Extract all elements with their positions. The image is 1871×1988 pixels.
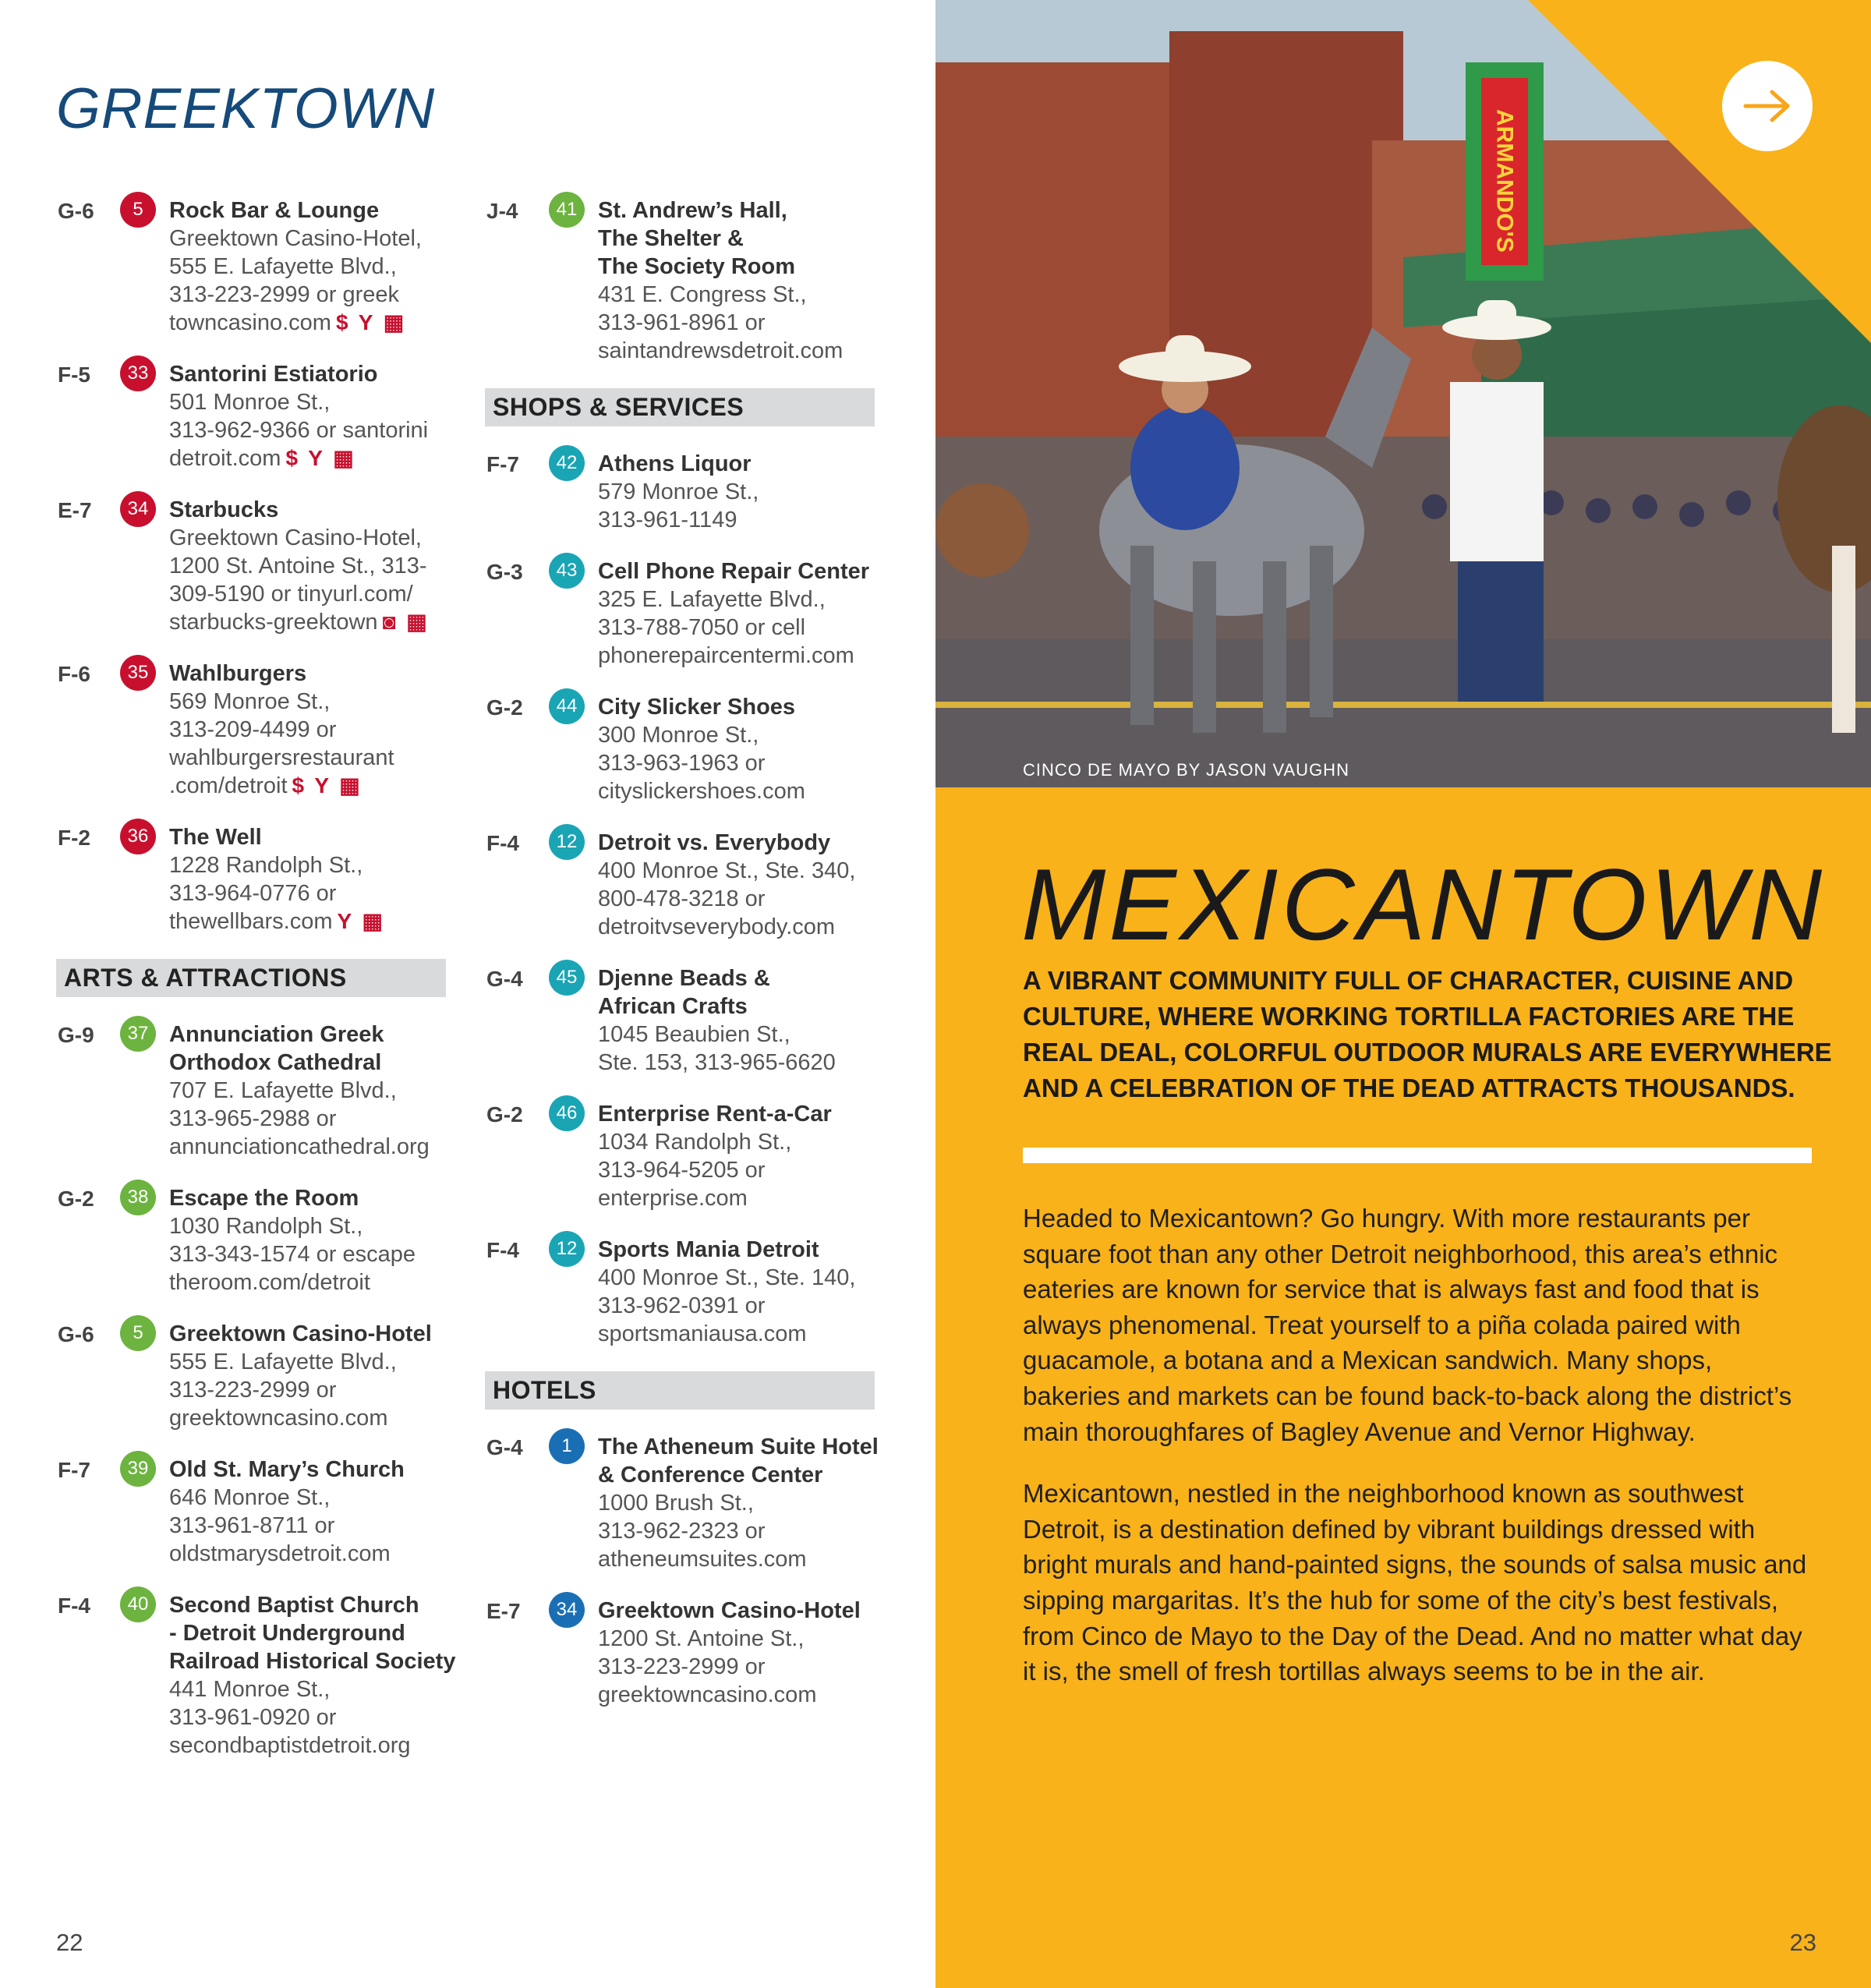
listing-detail [598, 614, 890, 642]
listing-detail [598, 585, 890, 614]
left-column-2 [485, 196, 890, 1732]
listing-detail-text: 313-223-2999 or [169, 1378, 337, 1403]
mexicantown-body [1023, 1201, 1810, 1716]
listing-detail [169, 281, 462, 309]
map-number-badge: 42 [549, 445, 585, 481]
map-number-badge: 41 [549, 192, 585, 228]
shops-services-heading: SHOPS & SERVICES [485, 388, 875, 426]
listing-entry [56, 823, 462, 936]
listing-entry [56, 1184, 462, 1296]
listing-name: & Conference Center [598, 1463, 823, 1487]
listing-detail-text: 646 Monroe St., [169, 1485, 331, 1510]
listing-detail-text: 313-962-9366 or santorini [169, 418, 429, 443]
listing-detail-text: towncasino.com [169, 310, 331, 335]
arts-attractions-heading: ARTS & ATTRACTIONS [56, 959, 446, 997]
listing-detail-text: 555 E. Lafayette Blvd., [169, 1350, 397, 1374]
listing-detail [598, 281, 890, 309]
mexicantown-lead: A VIBRANT COMMUNITY FULL OF CHARACTER, CUISINE AND CULTURE, WHERE WORKING TORTILLA FACTORIES ARE THE REAL DEAL, COLORFUL OUTDOOR MURALS ARE EVERYWHERE AND A CELEBRATION OF THE DEAD ATTRACTS THOUSANDS. [1023, 966, 1832, 1102]
listing-entry [56, 1021, 462, 1161]
hotels-heading: HOTELS [485, 1371, 875, 1410]
map-number-badge: 5 [120, 192, 156, 228]
listing-name: Second Baptist Church [169, 1593, 419, 1618]
listing-detail [598, 478, 890, 506]
listing-detail[interactable] [598, 1681, 890, 1709]
listing-detail [598, 1021, 890, 1049]
listing-detail-text: 1200 St. Antoine St., [598, 1626, 805, 1651]
listing-detail-text: greektowncasino.com [169, 1406, 388, 1431]
cinco-de-mayo-photo [936, 0, 1871, 787]
listing-detail-text: 313-964-0776 or [169, 881, 337, 906]
listing-detail-text: 313-963-1963 or [598, 751, 766, 776]
map-grid-ref: F-7 [486, 452, 519, 476]
map-number-badge: 12 [549, 1231, 585, 1267]
listing-detail [169, 716, 462, 744]
listing-name: Sports Mania Detroit [598, 1237, 819, 1262]
map-grid-ref: F-4 [486, 1238, 519, 1262]
map-number-badge: 40 [120, 1587, 156, 1622]
listing-detail [598, 749, 890, 777]
listing-entry [485, 693, 890, 805]
listing-detail [169, 744, 462, 772]
map-grid-ref: G-6 [58, 1322, 94, 1346]
listing-detail-text: atheneumsuites.com [598, 1547, 807, 1572]
listing-detail-text: cityslickershoes.com [598, 779, 805, 804]
listing-detail[interactable] [598, 777, 890, 805]
listing-detail-text: 1030 Randolph St., [169, 1214, 363, 1239]
listing-detail [598, 309, 890, 337]
listing-detail-text: 707 E. Lafayette Blvd., [169, 1078, 397, 1103]
listing-detail-text: sportsmaniausa.com [598, 1321, 807, 1346]
listing-detail-text: oldstmarysdetroit.com [169, 1541, 391, 1566]
listing-detail [598, 857, 890, 885]
listing-detail[interactable] [169, 1732, 462, 1760]
listing-detail-text: annunciationcathedral.org [169, 1134, 430, 1159]
listing-detail-text: 325 E. Lafayette Blvd., [598, 587, 826, 612]
map-grid-ref: F-7 [58, 1458, 90, 1482]
listing-detail [598, 1264, 890, 1292]
listing-detail[interactable] [598, 337, 890, 365]
listing-detail [598, 721, 890, 749]
listing-detail-text: 1045 Beaubien St., [598, 1022, 790, 1047]
listing-detail-text: 800-478-3218 or [598, 886, 766, 911]
listing-entry [485, 1236, 890, 1348]
listing-detail-text: 579 Monroe St., [598, 479, 759, 504]
listing-name: Greektown Casino-Hotel [598, 1598, 861, 1623]
map-grid-ref: F-6 [58, 662, 90, 686]
listing-detail [169, 253, 462, 281]
listing-name: Detroit vs. Everybody [598, 830, 831, 855]
listing-detail[interactable] [169, 1540, 462, 1568]
listing-detail[interactable] [598, 913, 890, 941]
map-number-badge: 1 [549, 1428, 585, 1464]
map-number-badge: 39 [120, 1451, 156, 1487]
listing-name: The Atheneum Suite Hotel [598, 1434, 879, 1459]
listing-detail[interactable] [598, 1545, 890, 1573]
listing-detail [169, 580, 462, 608]
listing-entry [56, 1456, 462, 1568]
greektown-title: GREEKTOWN [56, 77, 436, 140]
map-grid-ref: G-2 [486, 695, 523, 720]
map-grid-ref: G-4 [486, 1435, 523, 1459]
map-grid-ref: G-2 [58, 1187, 94, 1211]
listing-entry [56, 360, 462, 472]
listing-name: Greektown Casino-Hotel [169, 1321, 432, 1346]
listing-detail[interactable] [598, 1049, 890, 1077]
divider [1023, 1148, 1812, 1163]
mexicantown-title: MEXICANTOWN [1021, 847, 1826, 961]
listing-name: Athens Liquor [598, 451, 752, 476]
listing-detail [169, 416, 462, 444]
listing-detail-text: 313-223-2999 or [598, 1654, 766, 1679]
map-number-badge: 5 [120, 1315, 156, 1351]
listing-entry [485, 1433, 890, 1573]
body-paragraph: Headed to Mexicantown? Go hungry. With more restaurants per square foot than any other Detroit neighborhood, this area’s ethnic eateries are known for service that is always fast and food that is always phenomenal. Treat yourself to a piña colada paired with guacamole, a botana and a Mexican sandwich. Many shops, bakeries and markets can be found back-to-back along the district’s main thoroughfares of Bagley Avenue and Vernor Highway. [1023, 1204, 1792, 1446]
listing-detail [598, 1653, 890, 1681]
listing-detail [169, 388, 462, 416]
listing-detail [169, 1105, 462, 1133]
listing-name: Annunciation Greek [169, 1022, 384, 1047]
listing-detail[interactable] [169, 772, 462, 800]
listing-detail-text: 313-343-1574 or escape [169, 1242, 416, 1267]
listing-detail[interactable] [169, 907, 462, 936]
listing-detail-text: secondbaptistdetroit.org [169, 1733, 411, 1758]
listing-entry [56, 660, 462, 800]
listing-detail[interactable] [598, 1320, 890, 1348]
listing-detail-text: 501 Monroe St., [169, 390, 331, 415]
listing-name: Escape the Room [169, 1186, 359, 1211]
listing-name: Djenne Beads & [598, 966, 770, 991]
map-number-badge: 46 [549, 1095, 585, 1131]
listing-entry [485, 1100, 890, 1212]
right-page [936, 0, 1871, 1988]
listing-detail-text: Greektown Casino-Hotel, [169, 226, 422, 251]
listing-detail [169, 1077, 462, 1105]
listing-detail [598, 1489, 890, 1517]
listing-name: Cell Phone Repair Center [598, 559, 870, 584]
body-paragraph: Mexicantown, nestled in the neighborhood known as southwest Detroit, is a destination defined by vibrant buildings dressed with bright murals and hand-painted signs, the sounds of salsa music and sipping margaritas. It’s the hub for some of the city’s best festivals, from Cinco de Mayo to the Day of the Dead. And no matter what day it is, the smell of fresh tortillas always seems to be in the air. [1023, 1479, 1807, 1686]
listing-entry [56, 496, 462, 636]
listing-name: Santorini Estiatorio [169, 362, 378, 387]
listing-detail [598, 1292, 890, 1320]
listing-name: The Shelter & [598, 226, 744, 251]
listing-detail-text: 313-965-2988 or [169, 1106, 337, 1131]
listing-name: Rock Bar & Lounge [169, 198, 380, 223]
listing-entry [56, 1591, 462, 1760]
map-grid-ref: F-4 [58, 1594, 90, 1618]
listing-entry [485, 557, 890, 670]
listing-detail-text: detroitvseverybody.com [598, 914, 836, 939]
map-number-badge: 34 [549, 1592, 585, 1628]
listing-detail [598, 1517, 890, 1545]
listing-detail-text: 1200 St. Antoine St., 313- [169, 554, 427, 578]
listing-detail[interactable] [169, 1268, 462, 1296]
photo-caption: CINCO DE MAYO BY JASON VAUGHN [1023, 760, 1349, 780]
listing-entry [485, 964, 890, 1077]
listing-entry [485, 450, 890, 534]
listing-detail-text: Greektown Casino-Hotel, [169, 525, 422, 550]
listing-detail[interactable] [169, 608, 462, 636]
listing-detail[interactable] [169, 444, 462, 472]
map-number-badge: 38 [120, 1180, 156, 1215]
map-number-badge: 43 [549, 553, 585, 589]
listing-detail-text: 313-209-4499 or [169, 717, 337, 742]
listing-detail-text: 300 Monroe St., [598, 723, 759, 748]
listing-detail [169, 1484, 462, 1512]
listing-detail-text: 400 Monroe St., Ste. 340, [598, 858, 856, 883]
listing-name: Old St. Mary’s Church [169, 1457, 405, 1482]
amenity-icons: $ Y ▦ [335, 310, 407, 334]
listing-detail-text: 313-961-1149 [598, 508, 737, 532]
amenity-icons: ◙ ▦ [382, 610, 430, 634]
listing-name: Starbucks [169, 497, 279, 522]
listing-detail-text: 313-223-2999 or greek [169, 282, 400, 307]
next-page-button[interactable] [1722, 61, 1813, 151]
listing-detail [169, 851, 462, 879]
listing-detail-text: 313-962-2323 or [598, 1519, 766, 1544]
listing-detail [598, 1625, 890, 1653]
listing-detail-text: saintandrewsdetroit.com [598, 338, 844, 363]
map-number-badge: 12 [549, 824, 585, 860]
map-grid-ref: F-2 [58, 826, 90, 850]
listing-detail-text: 400 Monroe St., Ste. 140, [598, 1265, 856, 1290]
amenity-icons: $ Y ▦ [292, 773, 363, 798]
listing-detail-text: detroit.com [169, 446, 281, 471]
listing-detail [169, 225, 462, 253]
listing-detail [169, 1240, 462, 1268]
listing-entry [485, 1597, 890, 1709]
map-grid-ref: G-3 [486, 560, 523, 584]
listing-name: - Detroit Underground [169, 1621, 405, 1646]
listing-detail-text: greektowncasino.com [598, 1682, 817, 1707]
listing-detail-text: 313-961-0920 or [169, 1705, 337, 1730]
listing-detail-text: starbucks-greektown [169, 610, 378, 635]
listing-detail-text: .com/detroit [169, 773, 288, 798]
listing-detail-text: 313-961-8711 or [169, 1513, 335, 1538]
map-grid-ref: E-7 [486, 1599, 521, 1623]
listing-detail-text: 555 E. Lafayette Blvd., [169, 254, 397, 279]
listing-detail-text: 309-5190 or tinyurl.com/ [169, 582, 413, 607]
map-number-badge: 44 [549, 688, 585, 724]
listing-detail[interactable] [169, 1404, 462, 1432]
listing-detail [598, 1128, 890, 1156]
listing-detail[interactable] [598, 506, 890, 534]
listing-detail-text: 313-962-0391 or [598, 1293, 766, 1318]
listing-name: Enterprise Rent-a-Car [598, 1102, 832, 1127]
map-grid-ref: G-9 [58, 1023, 94, 1047]
listing-detail-text: phonerepaircentermi.com [598, 643, 854, 668]
page-number-left: 22 [56, 1929, 83, 1956]
listing-detail [169, 1348, 462, 1376]
map-grid-ref: G-4 [486, 967, 523, 991]
listing-detail-text: 1034 Randolph St., [598, 1130, 792, 1155]
listing-detail-text: 313-961-8961 or [598, 310, 766, 335]
listing-name: Orthodox Cathedral [169, 1050, 382, 1075]
map-grid-ref: J-4 [486, 199, 518, 223]
map-grid-ref: E-7 [58, 498, 92, 522]
listing-detail-text: Ste. 153, 313-965-6620 [598, 1050, 836, 1075]
listing-detail-text: 1000 Brush St., [598, 1491, 754, 1516]
listing-detail [598, 885, 890, 913]
listing-detail-text: enterprise.com [598, 1186, 748, 1211]
map-grid-ref: G-2 [486, 1102, 523, 1127]
corner-triangle [1528, 0, 1871, 343]
listing-detail [169, 1512, 462, 1540]
listing-name: The Well [169, 825, 262, 850]
listing-detail-text: 569 Monroe St., [169, 689, 331, 714]
map-number-badge: 34 [120, 491, 156, 527]
map-grid-ref: F-5 [58, 363, 90, 387]
listing-detail[interactable] [598, 1184, 890, 1212]
listing-detail [169, 552, 462, 580]
listing-name: St. Andrew’s Hall, [598, 198, 787, 223]
page-number-right: 23 [1789, 1929, 1816, 1956]
listing-name: Wahlburgers [169, 661, 307, 686]
listing-detail [169, 524, 462, 552]
amenity-icons: $ Y ▦ [285, 446, 356, 470]
listing-detail [169, 1703, 462, 1732]
amenity-icons: Y ▦ [337, 909, 385, 933]
map-grid-ref: F-4 [486, 831, 519, 855]
listing-entry [485, 196, 890, 365]
listing-entry [56, 196, 462, 337]
map-grid-ref: G-6 [58, 199, 94, 223]
map-number-badge: 45 [549, 960, 585, 996]
listing-detail [169, 1376, 462, 1404]
map-number-badge: 36 [120, 819, 156, 854]
listing-detail[interactable] [169, 309, 462, 337]
arrow-right-icon [1742, 89, 1792, 123]
listing-name: The Society Room [598, 254, 795, 279]
map-number-badge: 35 [120, 655, 156, 691]
listing-detail-text: thewellbars.com [169, 909, 333, 934]
listing-name: Railroad Historical Society [169, 1649, 456, 1674]
listing-detail-text: 313-788-7050 or cell [598, 615, 806, 640]
map-number-badge: 33 [120, 356, 156, 391]
listing-detail-text: 431 E. Congress St., [598, 282, 807, 307]
restaurant-sign: ARMANDO'S [1491, 109, 1518, 253]
listing-detail [169, 1212, 462, 1240]
listing-entry [485, 829, 890, 941]
listing-detail [169, 1675, 462, 1703]
left-column-1 [56, 196, 462, 1783]
map-number-badge: 37 [120, 1016, 156, 1052]
listing-name: African Crafts [598, 994, 748, 1019]
listing-detail-text: 1228 Randolph St., [169, 853, 363, 878]
listing-detail-text: 313-964-5205 or [598, 1158, 766, 1183]
listing-detail-text: wahlburgersrestaurant [169, 745, 394, 770]
listing-detail[interactable] [169, 1133, 462, 1161]
listing-detail[interactable] [598, 642, 890, 670]
listing-detail [598, 1156, 890, 1184]
listing-entry [56, 1320, 462, 1432]
listing-detail [169, 688, 462, 716]
listing-detail [169, 879, 462, 907]
listing-name: City Slicker Shoes [598, 695, 796, 720]
listing-detail-text: theroom.com/detroit [169, 1270, 370, 1295]
listing-detail-text: 441 Monroe St., [169, 1677, 331, 1702]
